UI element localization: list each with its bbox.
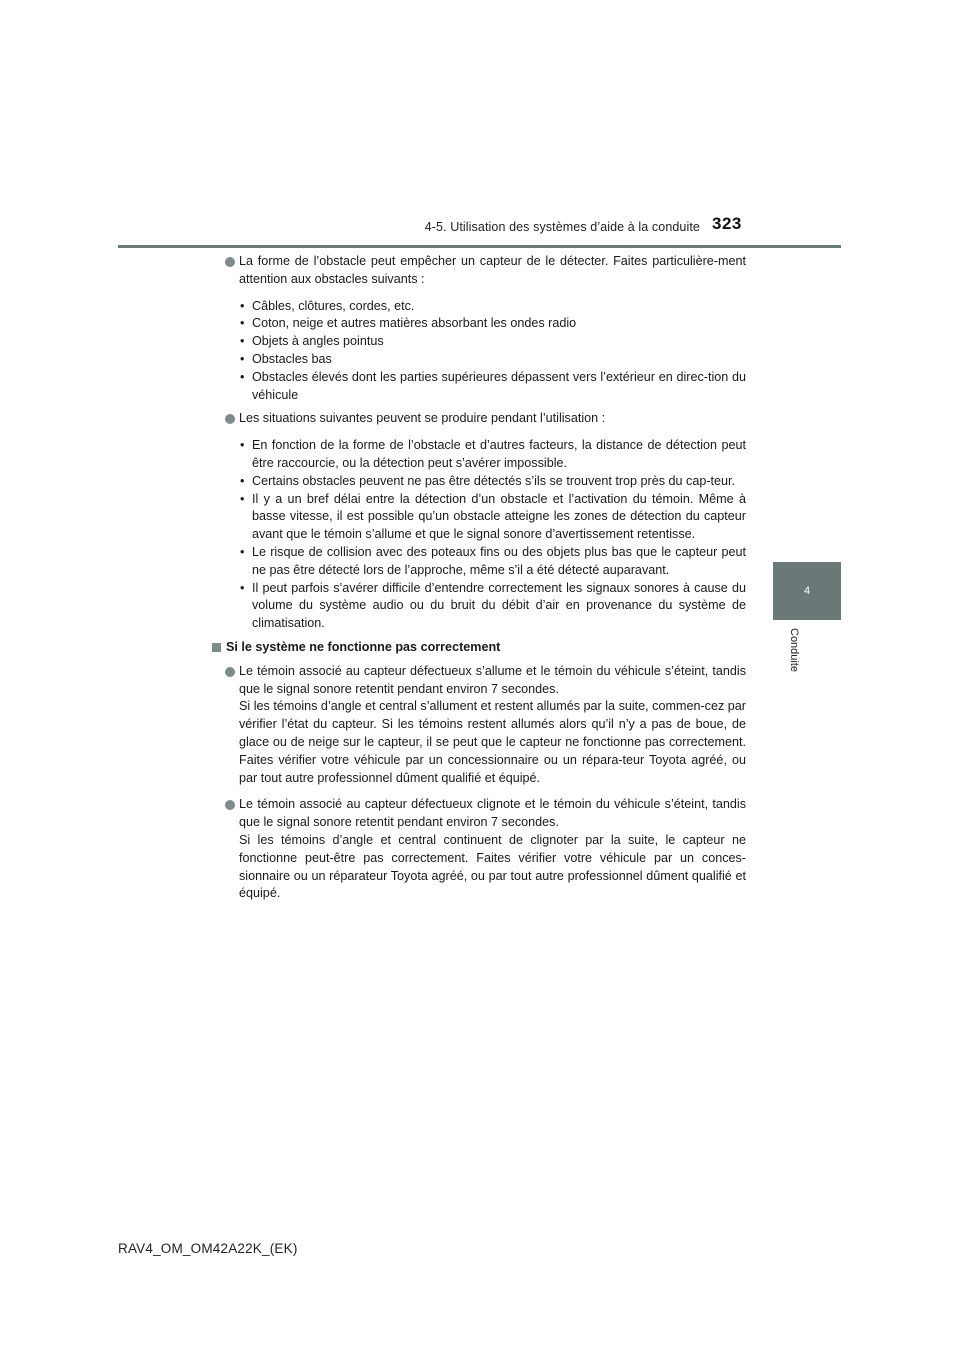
page-content — [212, 253, 746, 912]
header-rule — [118, 245, 841, 248]
bullet-text: La forme de l’obstacle peut empêcher un capteur de le détecter. Faites particulière-ment attention aux obstacles suivants : — [239, 254, 746, 286]
obstacle-list — [212, 298, 746, 405]
bullet-text-continued: Si les témoins d’angle et central continuent de clignoter par la suite, le capteur ne fonctionne peut-être pas correctement. Faites vérifier votre véhicule par un conces-sionnaire ou un réparateur Toyota agréé, ou par tout autre professionnel dûment qualifié et équipé. — [239, 832, 746, 901]
running-header-section: 4-5. Utilisation des systèmes d’aide à la conduite — [424, 220, 700, 234]
chapter-label: Conduite — [788, 628, 800, 673]
list-item: • Certains obstacles peuvent ne pas être détectés s’ils se trouvent trop près du cap-teur. — [240, 473, 736, 488]
list-item: • Objets à angles pointus — [240, 334, 384, 349]
bullet-dot-icon — [225, 414, 235, 424]
bullet-paragraph-obstacle-shape — [212, 253, 746, 289]
list-item: • Obstacles bas — [240, 351, 332, 366]
list-item: • Le risque de collision avec des poteaux fins ou des objets plus bas que le capteur peut ne pas être détecté lors de l’approche, même s’il a été détecté auparavant. — [240, 544, 746, 577]
bullet-paragraph-sensor-lit — [212, 663, 746, 788]
list-item: • Coton, neige et autres matières absorbant les ondes radio — [240, 316, 577, 331]
bullet-text: Le témoin associé au capteur défectueux clignote et le témoin du véhicule s’éteint, tandis que le signal sonore retentit pendant environ 7 secondes. — [239, 797, 746, 830]
list-item: • Il peut parfois s’avérer difficile d’entendre correctement les signaux sonores à cause du volume du système audio ou du bruit du débit d’air en provenance du système de climatisation. — [240, 580, 746, 631]
list-item: • Câbles, clôtures, cordes, etc. — [240, 298, 415, 313]
list-item: • Obstacles élevés dont les parties supérieures dépassent vers l’extérieur en direc-tion du véhicule — [240, 369, 746, 402]
chapter-tab — [773, 562, 841, 620]
bullet-dot-icon — [225, 257, 235, 267]
bullet-paragraph-sensor-flashing — [212, 796, 746, 903]
bullet-dot-icon — [225, 800, 235, 810]
bullet-text: Les situations suivantes peuvent se produire pendant l’utilisation : — [239, 411, 606, 426]
list-item: • En fonction de la forme de l’obstacle et d’autres facteurs, la distance de détection peut être raccourcie, ou la détection peut s’avérer impossible. — [240, 438, 746, 470]
section-heading: Si le système ne fonctionne pas correctement — [212, 639, 746, 657]
page-number: 323 — [712, 214, 742, 233]
document-code-footer: RAV4_OM_OM42A22K_(EK) — [118, 1241, 298, 1256]
list-item: • Il y a un bref délai entre la détection d’un obstacle et l’activation du témoin. Même à basse vitesse, il est possible qu’un obstacle atteigne les zones de détection du capteur avant que le témoin s’allume et que le signal sonore d’avertissement retentisse. — [240, 491, 746, 542]
bullet-text-continued: Si les témoins d’angle et central s’allument et restent allumés par la suite, commen-cez par vérifier l’état du capteur. Si les témoins restent allumés alors qu’il n’y a pas de boue, de glace ou de neige sur le capteur, il se peut que le capteur ne fonctionne pas correctement. Faites vérifier votre véhicule par un concessionnaire ou un répara-teur Toyota agréé, ou par tout autre professionnel dûment qualifié et équipé. — [239, 699, 746, 785]
chapter-number: 4 — [803, 585, 811, 597]
bullet-dot-icon — [225, 667, 235, 677]
bullet-paragraph-situations — [212, 410, 746, 428]
situations-list — [212, 437, 746, 633]
heading-square-icon — [212, 643, 221, 652]
bullet-text: Le témoin associé au capteur défectueux s’allume et le témoin du véhicule s’éteint, tandis que le signal sonore retentit pendant environ 7 secondes. — [239, 663, 746, 696]
